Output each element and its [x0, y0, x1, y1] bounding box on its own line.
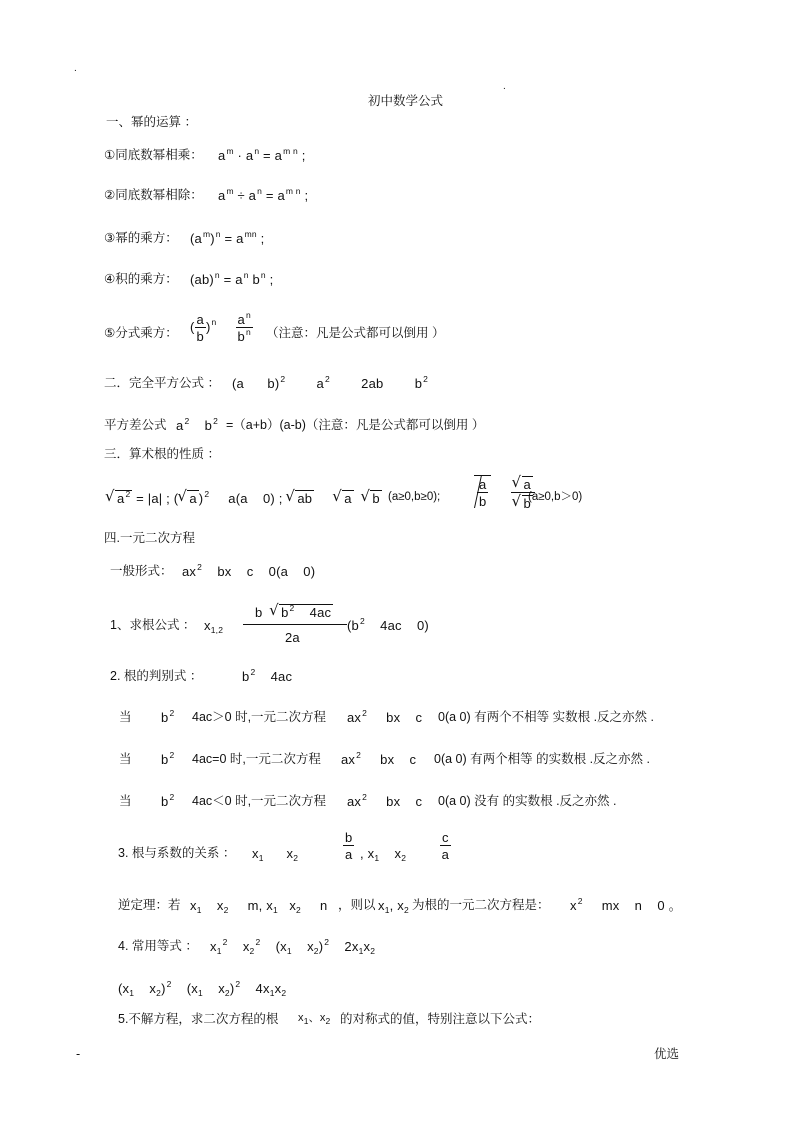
rule-4-label: ④积的乘方：	[104, 272, 178, 286]
converse-roots: $x_1$, $x_2$	[378, 898, 409, 915]
rule-5-formula: ( $\frac{a}{b}$ )$^n$ $\frac{a^n}{b^n}$	[190, 310, 251, 344]
section-4-heading: 四.一元二次方程	[104, 531, 195, 545]
stray-dot-left: .	[74, 63, 77, 74]
vieta-product-lhs: , $x_1$ $x_2$	[360, 846, 407, 863]
case-2-when: 当	[119, 752, 132, 766]
rule-2-formula: $a^m \div a^n = a^{m n}$ ;	[218, 186, 309, 203]
converse-mid: ，则以	[338, 898, 376, 912]
general-form-label: 一般形式：	[110, 564, 173, 578]
case-3-condition: 4ac＜0 时,一元二次方程	[192, 794, 327, 808]
sqrt-condition-2: (a≥0,b＞0)	[528, 491, 583, 503]
diff-squares-label: 平方差公式	[104, 418, 167, 432]
root-formula-fraction-bar	[243, 624, 347, 625]
perfect-square-formula: (a b)$^2$ $a^2$ 2ab $b^2$	[232, 374, 429, 391]
case-1-b2: $b^2$	[161, 708, 175, 725]
discriminant-label: 2. 根的判别式 ：	[110, 669, 203, 683]
rule-1-label: ①同底数幂相乘：	[104, 148, 203, 162]
root-formula-denominator: 2a	[285, 630, 300, 645]
converse-conditions: $x_1$ $x_2$ m, $x_1$ $x_2$ n	[190, 898, 328, 915]
diff-squares-lhs: $a^2$ $b^2$	[176, 416, 218, 433]
case-3-when: 当	[119, 794, 132, 808]
root-formula-label: 1、求根公式 ：	[110, 618, 196, 632]
case-1-condition: 4ac＞0 时,一元二次方程	[192, 710, 327, 724]
sqrt-condition-1: (a≥0,b≥0);	[388, 491, 441, 503]
vieta-product-rhs: $\frac{c}{a}$	[441, 830, 450, 862]
identities-label: 4. 常用等式 ：	[118, 939, 198, 953]
item-5-roots: $x_1$、$x_2$	[298, 1012, 331, 1026]
vieta-sum-lhs: $x_1$ $x_2$	[252, 846, 299, 863]
identity-2: ($x_1$ $x_2)^2$ ($x_1$ $x_2)^2$ $4x_1x_2$	[118, 979, 287, 998]
converse-tail: 为根的一元二次方程是：	[412, 898, 550, 912]
stray-dot-right: .	[503, 81, 506, 92]
case-1-equation: $ax^2$ bx c	[347, 708, 423, 725]
case-3-equation: $ax^2$ bx c	[347, 792, 423, 809]
section-3-heading: 三．算术根的性质 ：	[104, 447, 220, 461]
root-formula-condition: ($b^2$ 4ac 0)	[347, 616, 429, 633]
diff-squares-rhs: =（a+b）(a-b)（注意：凡是公式都可以倒用 ）	[226, 418, 485, 432]
item-5-text: 5.不解方程，求二次方程的根	[118, 1012, 279, 1026]
section-2-heading: 二．完全平方公式 ：	[104, 376, 220, 390]
sqrt-properties-formula: √ $a^2 = |a|$ ; (√ a )$^2$ a(a 0) ; √ ab √ a √ b	[106, 490, 382, 505]
case-1-when: 当	[119, 710, 132, 724]
page-title: 初中数学公式	[368, 94, 444, 108]
case-1-result: 0(a 0) 有两个不相等 实数根 .反之亦然 .	[438, 710, 654, 724]
case-3-b2: $b^2$	[161, 792, 175, 809]
converse-label: 逆定理：若	[118, 898, 181, 912]
rule-4-formula: $(ab)^n = a^n$ $b^n$ ;	[190, 270, 274, 287]
discriminant-formula: $b^2$ 4ac	[242, 667, 293, 684]
identity-1: $x_1^2$ $x_2^2$ ($x_1$ $x_2)^2$ $2x_1x_2$	[210, 937, 376, 956]
footer-left-mark: -	[76, 1047, 81, 1061]
case-2-condition: 4ac=0 时,一元二次方程	[192, 752, 321, 766]
rule-5-label: ⑤分式乘方：	[104, 326, 178, 340]
root-formula-numerator: b √ $b^2$ 4ac	[255, 604, 333, 619]
case-2-b2: $b^2$	[161, 750, 175, 767]
rule-3-label: ③幂的乘方：	[104, 231, 178, 245]
section-1-heading: 一、幂的运算 ：	[106, 115, 197, 129]
rule-2-label: ②同底数幂相除：	[104, 188, 203, 202]
case-2-result: 0(a 0) 有两个相等 的实数根 .反之亦然 .	[434, 752, 650, 766]
vieta-sum-rhs: $\frac{b}{a}$	[345, 830, 353, 862]
root-formula-lhs: $x_{1,2}$	[204, 618, 224, 635]
vieta-label: 3. 根与系数的关系 ：	[118, 846, 236, 860]
rule-5-note: （注意：凡是公式都可以倒用 ）	[266, 326, 445, 340]
sqrt-quotient-formula: $\frac{a}{b}$ √ a √ b	[462, 475, 535, 510]
item-5-tail: 的对称式的值，特别注意以下公式：	[340, 1012, 541, 1026]
case-3-result: 0(a 0) 没有 的实数根 .反之亦然 .	[438, 794, 617, 808]
case-2-equation: $ax^2$ bx c	[341, 750, 417, 767]
converse-equation: $x^2$ mx n 0 。	[570, 896, 682, 913]
footer-label: 优选	[654, 1047, 680, 1061]
general-form-formula: $ax^2$ bx c 0(a 0)	[182, 562, 316, 579]
rule-1-formula: $a^m \cdot a^n = a^{m n}$ ;	[218, 146, 306, 163]
rule-3-formula: $(a^m)^n = a^{mn}$ ;	[190, 229, 265, 246]
